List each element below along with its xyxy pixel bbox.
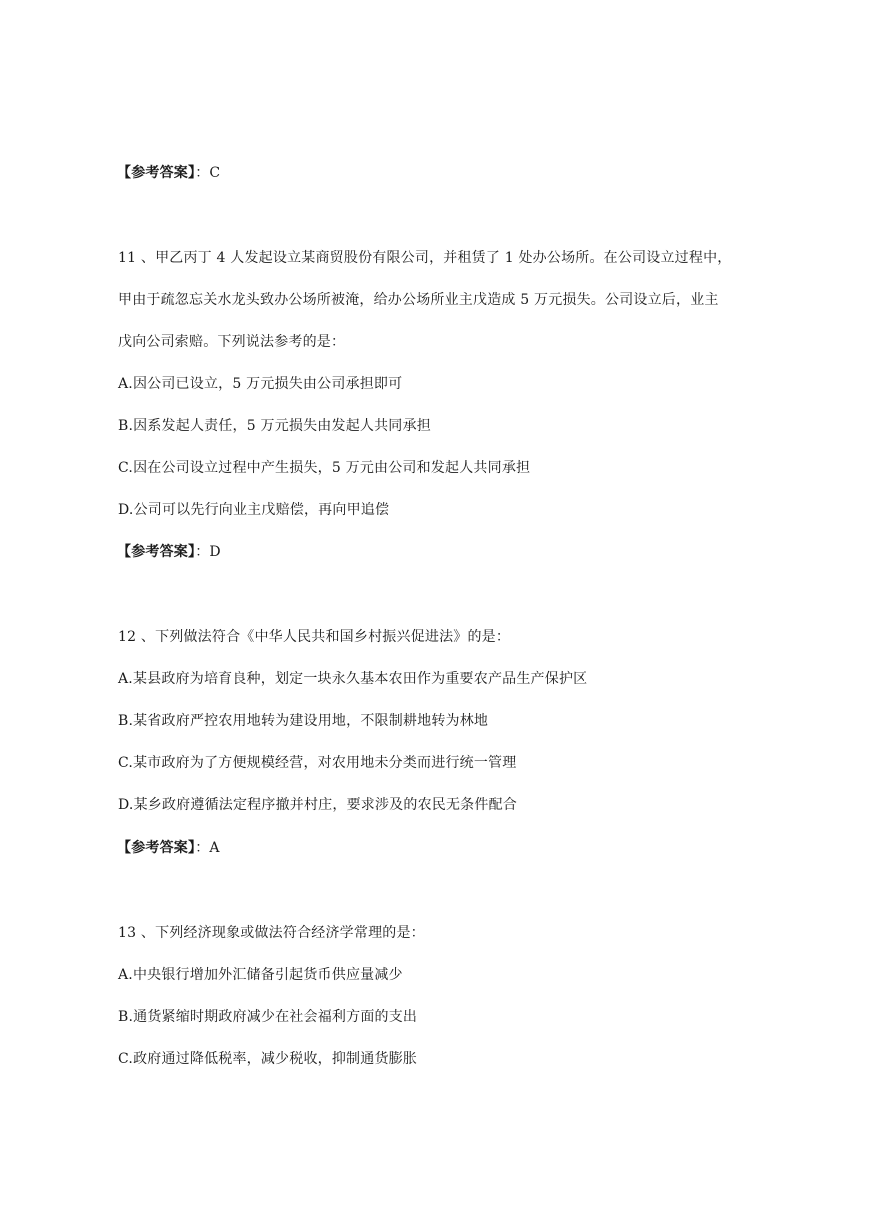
question-11-option-b: B.因系发起人责任，5 万元损失由发起人共同承担: [118, 418, 431, 434]
answer-value: A: [209, 840, 220, 856]
question-13-option-a: A.中央银行增加外汇储备引起货币供应量减少: [118, 967, 403, 983]
question-12-option-a: A.某县政府为培育良种，划定一块永久基本农田作为重要农产品生产保护区: [118, 671, 588, 687]
question-11-line-2: 甲由于疏忽忘关水龙头致办公场所被淹，给办公场所业主戊造成 5 万元损失。公司设立后，业主: [118, 292, 719, 308]
answer-value: D: [209, 544, 221, 560]
question-12-option-c: C.某市政府为了方便规模经营，对农用地未分类而进行统一管理: [118, 755, 517, 771]
question-13-line-1: 13 、下列经济现象或做法符合经济学常理的是：: [118, 925, 425, 941]
answer-line: [117, 542, 221, 562]
question-13-option-b: B.通货紧缩时期政府减少在社会福利方面的支出: [118, 1009, 418, 1025]
answer-value: C: [209, 165, 221, 181]
answer-separator: ：: [195, 544, 210, 560]
answer-separator: ：: [195, 165, 210, 181]
answer-line: [117, 163, 220, 183]
question-11-option-a: A.因公司已设立，5 万元损失由公司承担即可: [118, 376, 403, 392]
question-11-line-1: 11 、甲乙丙丁 4 人发起设立某商贸股份有限公司，并租赁了 1 处办公场所。在公司设立过程中，: [118, 250, 732, 266]
question-12-option-d: D.某乡政府遵循法定程序撤并村庄，要求涉及的农民无条件配合: [118, 797, 517, 813]
answer-line: [117, 838, 220, 858]
question-11-line-3: 戊向公司索赔。下列说法参考的是：: [118, 334, 346, 350]
question-12-line-1: 12 、下列做法符合《中华人民共和国乡村振兴促进法》的是：: [118, 629, 511, 645]
answer-separator: ：: [195, 840, 210, 856]
question-11-option-c: C.因在公司设立过程中产生损失，5 万元由公司和发起人共同承担: [118, 460, 531, 476]
answer-label: 【参考答案】: [117, 544, 196, 560]
answer-label: 【参考答案】: [117, 165, 196, 181]
question-12-option-b: B.某省政府严控农用地转为建设用地，不限制耕地转为林地: [118, 713, 489, 729]
question-13-option-c: C.政府通过降低税率，减少税收，抑制通货膨胀: [118, 1051, 418, 1067]
answer-label: 【参考答案】: [117, 840, 196, 856]
question-11-option-d: D.公司可以先行向业主戊赔偿，再向甲追偿: [118, 502, 390, 518]
